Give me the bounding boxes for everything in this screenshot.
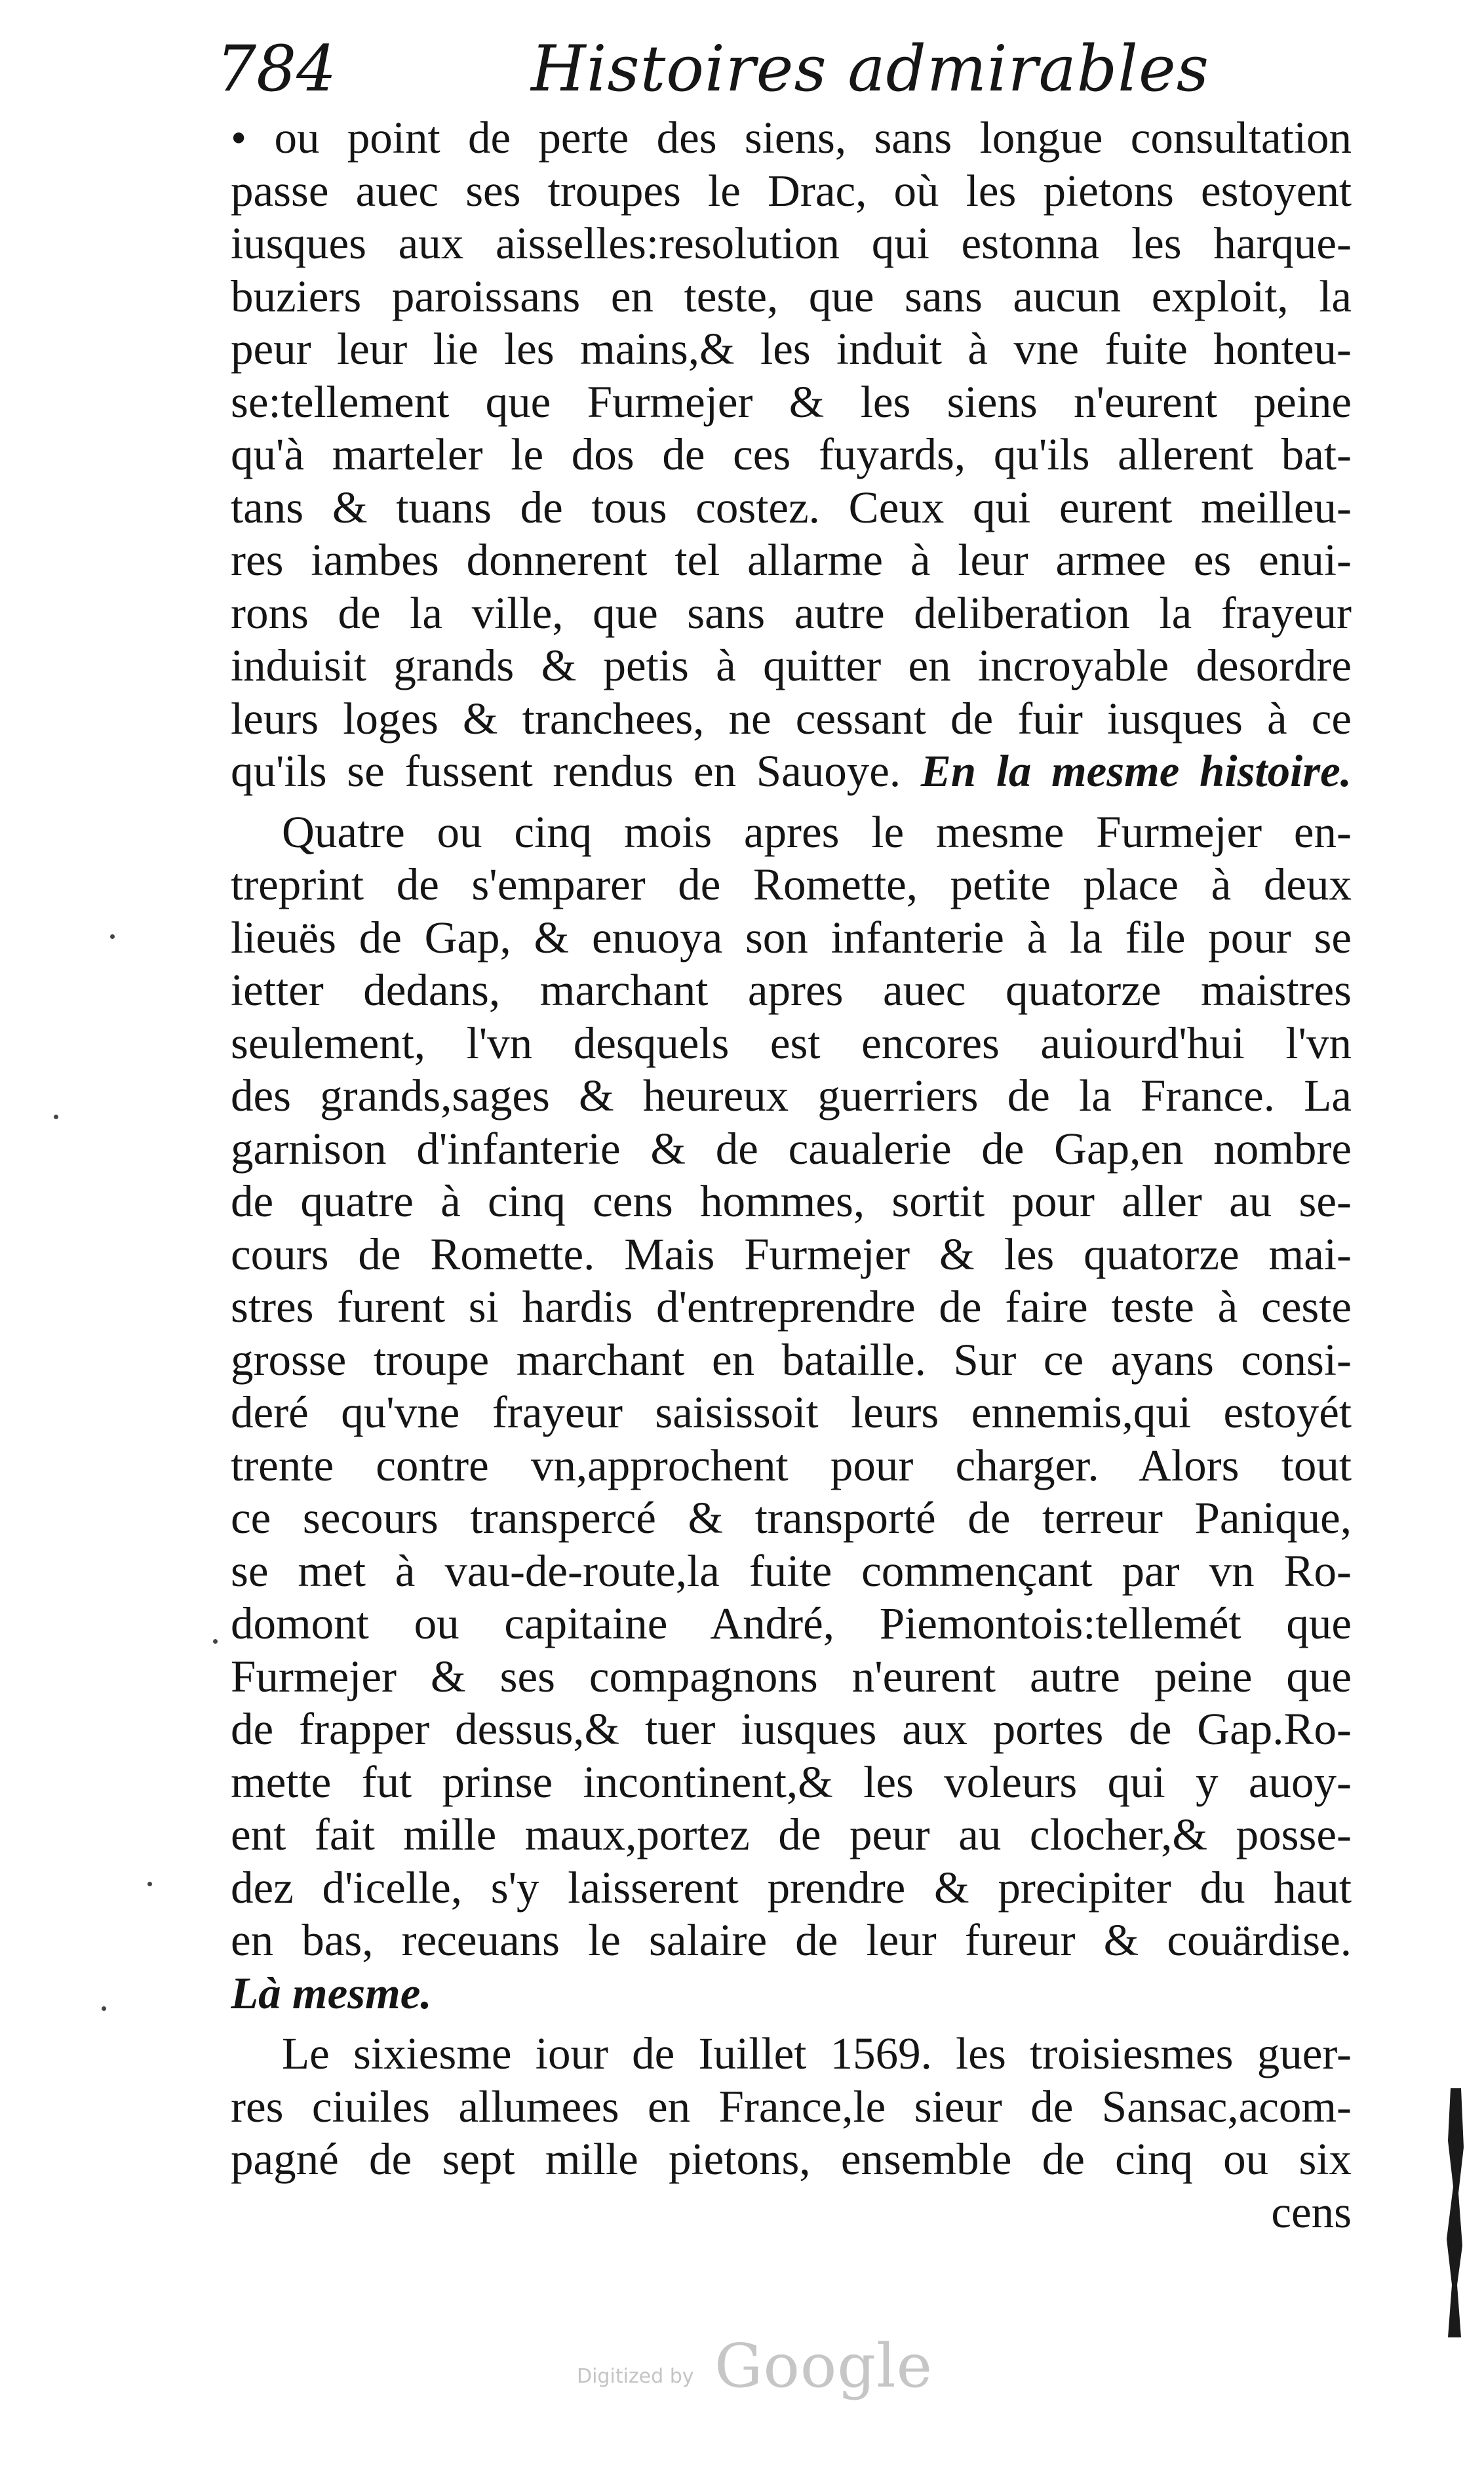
text-line bbox=[231, 1334, 1352, 1387]
text-line-content: Quatre ou cinq mois apres le mesme Furmejer en- bbox=[282, 806, 1352, 857]
text-line bbox=[231, 1175, 1352, 1228]
margin-speck bbox=[110, 934, 115, 939]
text-line-content: ent fait mille maux,portez de peur au clocher,& posse- bbox=[231, 1810, 1352, 1859]
text-line-content: se:tellement que Furmejer & les siens n'eurent peine bbox=[231, 376, 1352, 427]
text-line-content: induisit grands & petis à quitter en incroyable desordre bbox=[231, 641, 1352, 690]
text-line bbox=[231, 1386, 1352, 1439]
text-line bbox=[231, 806, 1352, 859]
text-line-content: • ou point de perte des siens, sans longue consultation bbox=[231, 113, 1352, 163]
text-line-content: mette fut prinse incontinent,& les voleurs qui y auoy- bbox=[231, 1757, 1352, 1807]
page-number: 784 bbox=[216, 32, 337, 106]
text-line bbox=[231, 1228, 1352, 1281]
margin-speck bbox=[147, 1882, 152, 1886]
text-line-content: lieuës de Gap, & enuoya son infanterie à la file pour se bbox=[231, 912, 1352, 963]
text-line-content: grosse troupe marchant en bataille. Sur ce ayans consi- bbox=[231, 1334, 1352, 1385]
text-line-content: qu'ils se fussent rendus en Sauoye. bbox=[231, 746, 901, 796]
text-line bbox=[231, 111, 1352, 165]
text-line-content: de quatre à cinq cens hommes, sortit pour aller au se- bbox=[231, 1176, 1352, 1226]
text-line bbox=[231, 1280, 1352, 1334]
text-line-content: treprint de s'emparer de Romette, petite place à deux bbox=[231, 860, 1352, 909]
text-line-content: Furmejer & ses compagnons n'eurent autre peine que bbox=[231, 1651, 1352, 1701]
margin-speck bbox=[54, 1115, 58, 1119]
google-watermark bbox=[577, 2331, 933, 2403]
text-line bbox=[231, 1017, 1352, 1070]
text-line bbox=[231, 1914, 1352, 1967]
text-line bbox=[231, 587, 1352, 640]
text-line bbox=[231, 692, 1352, 745]
text-line bbox=[231, 1756, 1352, 1809]
text-line-content: ce secours transpercé & transporté de terreur Panique, bbox=[231, 1493, 1352, 1543]
text-line-content: qu'à marteler le dos de ces fuyards, qu'ils allerent bat- bbox=[231, 429, 1352, 479]
digitized-by-label: Digitized by bbox=[577, 2365, 694, 2388]
text-line bbox=[231, 270, 1352, 323]
text-line-content: peur leur lie les mains,& les induit à vne fuite honteu- bbox=[231, 324, 1352, 374]
text-line bbox=[231, 1069, 1352, 1122]
text-line bbox=[231, 323, 1352, 376]
text-line bbox=[231, 1861, 1352, 1915]
text-line bbox=[231, 428, 1352, 481]
page-header bbox=[216, 26, 1396, 111]
text-line-content: en bas, receuans le salaire de leur fureur & couärdise. bbox=[231, 1915, 1352, 1965]
text-line bbox=[231, 217, 1352, 270]
text-line-content: buziers paroissans en teste, que sans aucun exploit, la bbox=[231, 271, 1352, 321]
text-line-content: pagné de sept mille pietons, ensemble de cinq ou six bbox=[231, 2134, 1352, 2184]
text-line-content: deré qu'vne frayeur saisissoit leurs ennemis,qui estoyét bbox=[231, 1387, 1352, 1437]
text-line-content: ietter dedans, marchant apres auec quatorze maistres bbox=[231, 965, 1352, 1015]
text-line bbox=[231, 964, 1352, 1017]
text-line-content: cours de Romette. Mais Furmejer & les quatorze mai- bbox=[231, 1229, 1352, 1279]
google-logo: Google bbox=[714, 2331, 933, 2401]
text-line-content: dez d'icelle, s'y laisserent prendre & precipiter du haut bbox=[231, 1862, 1352, 1913]
text-line-content: res ciuiles allumees en France,le sieur de Sansac,acom- bbox=[231, 2081, 1352, 2132]
text-line-content: passe auec ses troupes le Drac, où les pietons estoyent bbox=[231, 165, 1352, 216]
text-line bbox=[231, 745, 1352, 798]
text-line bbox=[231, 2027, 1352, 2080]
text-line bbox=[231, 1545, 1352, 1598]
text-line bbox=[231, 1808, 1352, 1861]
text-line-content: se met à vau-de-route,la fuite commençant par vn Ro- bbox=[231, 1545, 1352, 1596]
text-line bbox=[231, 534, 1352, 587]
text-line bbox=[231, 165, 1352, 218]
text-line bbox=[231, 1492, 1352, 1545]
text-line-content: de frapper dessus,& tuer iusques aux portes de Gap.Ro- bbox=[231, 1704, 1352, 1754]
text-line-content: garnison d'infanterie & de caualerie de Gap,en nombre bbox=[231, 1123, 1352, 1174]
text-line-content: tans & tuans de tous costez. Ceux qui eurent meilleu- bbox=[231, 482, 1352, 532]
text-line-content: res iambes donnerent tel allarme à leur armee es enui- bbox=[231, 535, 1352, 585]
source-citation: Là mesme. bbox=[231, 1968, 432, 2018]
text-line-content: seulement, l'vn desquels est encores auiourd'hui l'vn bbox=[231, 1018, 1352, 1068]
body-text bbox=[231, 111, 1352, 2238]
text-line bbox=[231, 1122, 1352, 1176]
text-line bbox=[231, 911, 1352, 964]
text-line bbox=[231, 2186, 1352, 2239]
margin-speck bbox=[213, 1639, 218, 1644]
text-line bbox=[231, 1967, 1352, 2020]
text-line-content: des grands,sages & heureux guerriers de la France. La bbox=[231, 1071, 1352, 1121]
text-line bbox=[231, 1439, 1352, 1492]
text-line bbox=[231, 1703, 1352, 1756]
text-line bbox=[231, 1597, 1352, 1650]
margin-speck bbox=[102, 2006, 106, 2011]
text-line-content: rons de la ville, que sans autre deliberation la frayeur bbox=[231, 587, 1352, 638]
text-line bbox=[231, 2080, 1352, 2134]
text-line-content: leurs loges & tranchees, ne cessant de fuir iusques à ce bbox=[231, 693, 1352, 744]
text-line bbox=[231, 2133, 1352, 2186]
text-line-content: stres furent si hardis d'entreprendre de faire teste à ceste bbox=[231, 1282, 1352, 1332]
page-edge-shadow bbox=[1439, 2088, 1465, 2337]
text-line-content: cens bbox=[1271, 2187, 1352, 2237]
running-head: Histoires admirables bbox=[531, 32, 1210, 106]
text-line bbox=[231, 858, 1352, 911]
text-line bbox=[231, 1650, 1352, 1703]
text-line bbox=[231, 376, 1352, 429]
source-citation: En la mesme histoire. bbox=[920, 746, 1352, 796]
text-line-content: Le sixiesme iour de Iuillet 1569. les troisiesmes guer- bbox=[282, 2029, 1352, 2078]
text-line-content: domont ou capitaine André, Piemontois:tellemét que bbox=[231, 1598, 1352, 1648]
text-line-content: iusques aux aisselles:resolution qui estonna les harque- bbox=[231, 218, 1352, 268]
text-line-content: trente contre vn,approchent pour charger. Alors tout bbox=[231, 1440, 1352, 1490]
text-line bbox=[231, 481, 1352, 534]
text-line bbox=[231, 639, 1352, 692]
